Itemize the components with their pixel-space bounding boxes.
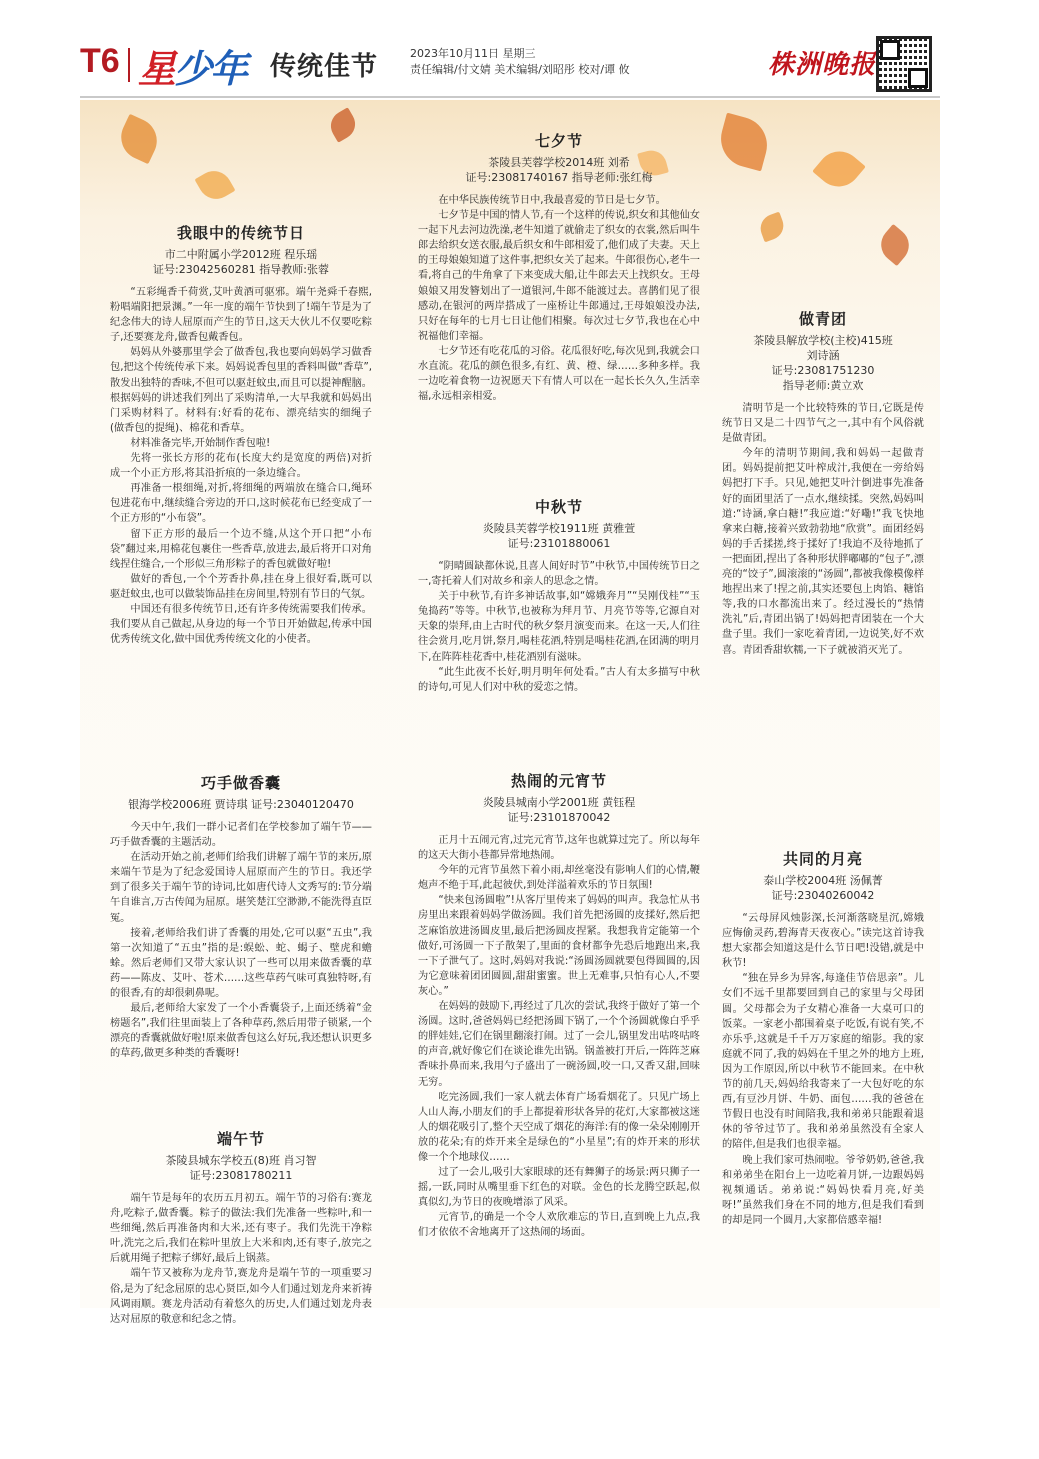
byline-line: 证号:23081751230 [771,364,875,377]
paragraph: “五彩绳香千荷赏,艾叶黄酒可驱邪。端午尧舜千春熙,粉唱端阳把景渊。”一年一度的端午节快到了!端午节是为了纪念伟大的诗人屈原而产生的节日,这天大伙儿不仅要吃粽子,还要赛龙舟,做香包戴香包。 [110,287,372,344]
paragraph: “此生此夜不长好,明月明年何处看。”古人有太多描写中秋的诗句,可见人们对中秋的爱恋之情。 [418,666,700,693]
article-body [722,911,924,1228]
editors-credit: 责任编辑/付文婧 美术编辑/刘昭彤 校对/谭 攸 [410,63,630,76]
paragraph: 吃完汤圆,我们一家人就去体育广场看烟花了。只见广场上人山人海,小朋友们的手上都提着形状各异的花灯,大家都被这迷人的烟花吸引了,整个天空成了烟花的海洋:有的像一朵朵刚刚开放的花朵;有的炸开来全是绿色的“小星星”;有的炸开来的形状像一个个地球仪…… [418,1091,700,1163]
byline-line: 泰山学校2004班 汤佩菁 [763,874,883,887]
article-byline [110,1153,372,1183]
byline-line: 证号:23040260042 [771,889,875,902]
article-title: 中秋节 [534,498,583,516]
newspaper-brand: 株洲晚报 [768,50,877,80]
article-mid-autumn [418,496,700,695]
article-body [110,820,372,1062]
article-shared-moon [722,848,924,1228]
article-title: 我眼中的传统节日 [176,224,305,242]
paragraph: 端午节是每年的农历五月初五。端午节的习俗有:赛龙舟,吃粽子,做香囊。粽子的做法:我们先准备一些粽叶,和一些细绳,然后再准备肉和大米,还有枣子。我们先洗干净粽叶,洗完之后,我们在粽叶里放上大米和肉,还有枣子,放完之后就用绳子把粽子绑好,最后上锅蒸。 [110,1193,372,1265]
paragraph: 今天中午,我们一群小记者们在学校参加了端午节——巧手做香囊的主题活动。 [110,822,372,849]
page-header [80,36,940,92]
byline-line: 茶陵县芙蓉学校2014班 刘希 [488,156,630,169]
article-byline [418,795,700,825]
paragraph: 今年的元宵节虽然下着小雨,却丝毫没有影响人们的心情,鞭炮声不绝于耳,此起彼伏,到处洋溢着欢乐的节日氛围! [418,865,700,892]
article-title: 共同的月亮 [782,850,863,868]
paragraph: 材料准备完毕,开始制作香包啦! [130,437,271,449]
section-title: 传统佳节 [270,52,379,82]
paragraph: 在活动开始之前,老师们给我们讲解了端午节的来历,原来端午节是为了纪念爱国诗人屈原而产生的节日。我还学到了很多关于端午节的诗词,比如唐代诗人文秀写的:节分端午自谁言,万古传闻为屈原。堪笑楚江空渺渺,不能洗得直臣冤。 [110,852,372,924]
byline-line: 茶陵县解放学校(主校)415班 [753,334,893,347]
paragraph: 中国还有很多传统节日,还有许多传统需要我们传承。我们要从自己做起,从身边的每一个节日开始做起,传承中国优秀传统文化,做中国优秀传统文化的小使者。 [110,603,372,646]
qr-code-icon [876,36,932,92]
article-title: 热闹的元宵节 [510,772,607,790]
article-byline [722,333,924,393]
byline-line: 刘诗涵 [806,349,840,362]
byline-line: 银海学校2006班 贾诗琪 证号:23040120470 [128,798,354,811]
article-byline [418,521,700,551]
paragraph: 过了一会儿,吸引大家眼球的还有舞狮子的场景:两只狮子一摇,一跃,同时从嘴里垂下红色的对联。金色的长龙腾空跃起,似真似幻,为节日的夜晚增添了风采。 [418,1167,700,1209]
paragraph: “阴晴圆缺都休说,且喜人间好时节”中秋节,中国传统节日之一,寄托着人们对故乡和亲人的思念之情。 [418,561,700,588]
header-rule [80,96,940,98]
article-dragon-boat-sachet [110,222,372,647]
byline-line: 茶陵县城东学校五(8)班 肖习智 [165,1154,317,1167]
article-byline [110,247,372,277]
article-duanwu [110,1128,372,1327]
article-body [110,285,372,647]
paragraph: 妈妈从外婆那里学会了做香包,我也要向妈妈学习做香包,把这个传统传承下来。妈妈说香包里的香料叫做“香草”,散发出独特的香味,不但可以驱赶蚊虫,而且可以提神醒脑。根据妈妈的讲述我们列出了采购清单,一大早我就和妈妈出门采购材料了。材料有:好看的花布、漂亮结实的细绳子(做香包的提绳)、棉花和香草。 [110,347,372,434]
paragraph: 今年的清明节期间,我和妈妈一起做青团。妈妈提前把艾叶榨成汁,我便在一旁给妈妈把打下手。只见,她把艾叶汁倒进事先准备好的面团里活了一点水,继续揉。突然,妈妈叫道:“诗涵,拿白糖!”我应道:“好嘞!”我飞快地拿来白糖,接着兴致勃勃地“欣赏”。面团经妈妈的手舌揉搓,终于揉好了!我迫不及待地抓了一把面团,捏出了各种形状胖嘟嘟的“包子”,漂亮的“饺子”,圆滚滚的“汤圆”,都被我像模像样地捏出来了!捏之前,其实还要包上肉馅、糖馅等,我的口水都流出来了。经过漫长的“热情洗礼”后,青团出锅了!妈妈把青团装在一个大盘子里。我们一家吃着青团,一边说笑,好不欢喜。青团香甜软糯,一下子就被消灭光了。 [722,448,924,656]
paragraph: 接着,老师给我们讲了香囊的用处,它可以驱“五虫”,我第一次知道了“五虫”指的是:蜈蚣、蛇、蝎子、壁虎和蟾蜍。然后老师们又带大家认识了一些可以用来做香囊的草药——陈皮、艾叶、苍术……这些草药气味可真独特呀,有的很香,有的却很刺鼻呢。 [110,927,372,1000]
byline-line: 证号:23081780211 [189,1169,293,1182]
article-title: 端午节 [216,1130,265,1148]
paragraph: 在中华民族传统节日中,我最喜爱的节日是七夕节。 [438,195,666,206]
paragraph: 晚上我们家可热闹啦。爷爷奶奶,爸爸,我和弟弟坐在阳台上一边吃着月饼,一边跟妈妈视频通话。弟弟说:“妈妈快看月亮,好美呀!”虽然我们身在不同的地方,但是我们看到的却是同一个圆月,大家都倍感幸福! [722,1154,924,1226]
article-make-sachet [110,772,372,1062]
paragraph: “快来包汤圆啦”!从客厅里传来了妈妈的叫声。我急忙从书房里出来跟着妈妈学做汤圆。我们首先把汤圆的皮揉好,然后把芝麻馅放进汤圆皮里,最后把汤圆皮捏紧。我想我肯定能第一个做好,可汤圆一下子散架了,里面的食材都争先恐后地跑出来,我一下子泄气了。这时,妈妈对我说:“汤圆汤圆就要包得圆圆的,因为它意味着团团圆圆,甜甜蜜蜜。世上无难事,只怕有心人,不要灰心。” [418,895,700,997]
paragraph: 端午节又被称为龙舟节,赛龙舟是端午节的一项重要习俗,是为了纪念屈原的忠心贤臣,如今人们通过划龙舟来祈祷风调雨顺。赛龙舟活动有着悠久的历史,人们通过划龙舟表达对屈原的敬意和纪念之情。 [110,1268,372,1325]
byline-line: 市二中附属小学2012班 程乐瑶 [164,248,318,261]
article-body [722,401,924,658]
byline-line: 证号:23101870042 [507,811,611,824]
paragraph: 做好的香包,一个个芳香扑鼻,挂在身上很好看,既可以驱赶蚊虫,也可以做装饰品挂在房间里,特别有节日的气氛。 [110,573,372,600]
article-title: 七夕节 [534,132,583,150]
paragraph: 先将一张长方形的花布(长度大约是宽度的两倍)对折成一个小正方形,将其沿折痕的一条边缝合。 [110,453,372,480]
byline-line: 指导老师:黄立欢 [782,379,864,392]
article-title: 做青团 [798,310,847,328]
article-body [418,833,700,1241]
paragraph: “独在异乡为异客,每逢佳节倍思亲”。儿女们不远千里都要回到自己的家里与父母团圆。父母都会为子女精心准备一大桌可口的饭菜。一家老小都围着桌子吃饭,有说有笑,不亦乐乎,这就是千千万万家庭的缩影。我的家庭就不同了,我的妈妈在千里之外的地方上班,因为工作原因,所以中秋节不能回来。在中秋节的前几天,妈妈给我寄来了一大包好吃的东西,有豆沙月饼、牛奶、面包……我的爸爸在节假日也没有时间陪我,我和弟弟只能跟着退休的爷爷过节了。我和弟弟虽然没有全家人的陪伴,但是我们也很幸福。 [722,973,924,1151]
header-divider [128,48,130,82]
paragraph: 最后,老师给大家发了一个小香囊袋子,上面还绣着“金榜题名”,我们往里面装上了各种草药,然后用带子锁紧,一个漂亮的香囊就做好啦!原来做香包这么好玩,我还想认识更多的草药,做更多种类的香囊呀! [110,1003,373,1060]
article-body [418,559,700,695]
paragraph: 元宵节,的确是一个令人欢欣难忘的节日,直到晚上九点,我们才依依不舍地离开了这热闹的场面。 [418,1212,700,1239]
article-body [418,193,700,404]
article-body [110,1191,372,1327]
paragraph: 再准备一根细绳,对折,将细绳的两端放在缝合口,绳环包进花布中,继续缝合旁边的开口,这时候花布已经变成了一个正方形的“小布袋”。 [110,483,372,525]
article-byline [110,797,372,812]
issue-date: 2023年10月11日 星期三 [410,47,536,60]
logo-blue-text: 少年 [174,47,247,91]
byline-line: 证号:23081740167 指导老师:张红梅 [465,171,653,184]
page-number: T6 [80,42,120,80]
paragraph: 留下正方形的最后一个边不缝,从这个开口把“小布袋”翻过来,用棉花包裹住一些香草,放进去,最后将开口对角线捏住缝合,一个形似三角形粽子的香包就做好啦! [110,528,372,570]
byline-line: 证号:23042560281 指导教师:张蓉 [153,263,329,276]
paragraph: 在妈妈的鼓励下,再经过了几次的尝试,我终于做好了第一个汤圆。这时,爸爸妈妈已经把汤圆下锅了,一个个汤圆就像白乎乎的胖娃娃,它们在锅里翻滚打闹。过了一会儿,锅里发出咕咚咕咚的声音,就好像它们在谈论谁先出锅。锅盖被打开后,一阵阵芝麻香味扑鼻而来,我用勺子盛出了一碗汤圆,咬一口,又香又甜,回味无穷。 [418,1001,700,1088]
paragraph: 关于中秋节,有许多神话故事,如“嫦娥奔月”“吴刚伐桂”“玉兔捣药”等等。中秋节,也被称为拜月节、月亮节等等,它源自对天象的崇拜,由上古时代的秋夕祭月演变而来。在这一天,人们往往会赏月,吃月饼,祭月,喝桂花酒,特别是喝桂花酒,在团满的明月下,在阵阵桂花香中,桂花酒别有滋味。 [418,591,700,663]
article-qixi [418,130,700,404]
byline-line: 证号:23101880061 [507,537,611,550]
paragraph: 七夕节是中国的情人节,有一个这样的传说,织女和其他仙女一起下凡去河边洗澡,老牛知道了就偷走了织女的衣裳,然后叫牛郎去给织女送衣服,最后织女和牛郎相爱了,他们成了夫妻。天上的王母娘娘知道了这件事,把织女关了起来。牛郎很伤心,老牛一看,将自己的牛角拿了下来变成大船,让牛郎去天上找织女。王母娘娘又用发簪划出了一道银河,牛郎不能渡过去。喜鹊们见了很感动,在银河的两岸搭成了一座桥让牛郎通过,王母娘娘没办法,只好在每年的七月七日让他们相聚。每次过七夕节,我也在心中祝福他们幸福。 [418,210,700,342]
column-logo [138,38,246,93]
paragraph: “云母屏风烛影深,长河渐落晓星沉,嫦娥应悔偷灵药,碧海青天夜夜心。”读完这首诗我想大家都会知道这是什么节日吧!没错,就是中秋节! [722,913,924,970]
logo-red-text: 星 [138,47,175,91]
paragraph: 七夕节还有吃花瓜的习俗。花瓜很好吃,每次见到,我就会口水直流。花瓜的颜色很多,有红、黄、橙、绿……多种多样。我一边吃着食物一边祝愿天下有情人可以在一起长长久久,生活幸福,永远相亲相爱。 [418,345,700,403]
article-byline [722,873,924,903]
article-qingtuan [722,308,924,658]
article-lantern-festival [418,770,700,1241]
article-title: 巧手做香囊 [200,774,281,792]
byline-line: 炎陵县城南小学2001班 黄钰程 [482,796,636,809]
byline-line: 炎陵县芙蓉学校1911班 黄雅萱 [482,522,636,535]
paragraph: 清明节是一个比较特殊的节日,它既是传统节日又是二十四节气之一,其中有个风俗就是做青团。 [722,403,924,445]
paragraph: 正月十五闹元宵,过完元宵节,这年也就算过完了。所以每年的这天大街小巷都异常地热闹。 [418,835,700,862]
article-byline [418,155,700,185]
issue-meta [410,46,630,78]
